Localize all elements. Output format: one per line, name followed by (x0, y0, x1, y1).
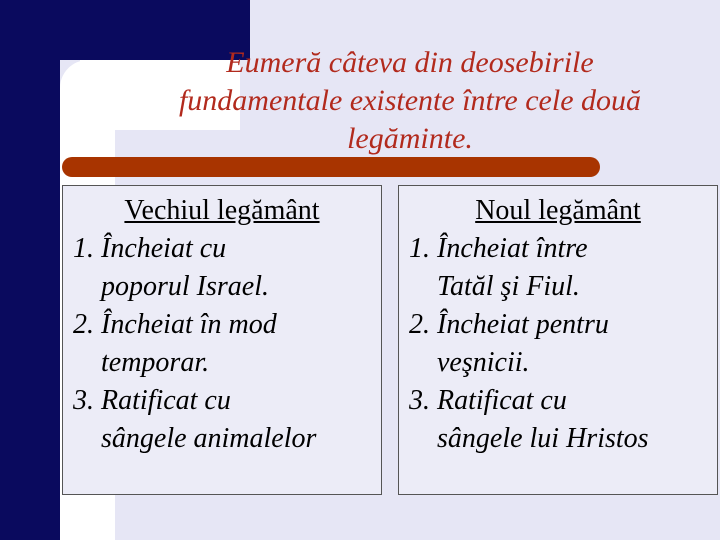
new-covenant-heading: Noul legământ (475, 195, 641, 226)
slide-title (110, 44, 710, 158)
old-covenant-line: temporar. (101, 347, 210, 378)
title-line: fundamentale existente între cele două (178, 84, 642, 117)
new-covenant-panel (398, 185, 718, 495)
old-covenant-line: 3. Ratificat cu (73, 385, 231, 416)
old-covenant-heading: Vechiul legământ (124, 195, 320, 226)
title-line: Eumeră câteva din deosebirile (226, 46, 594, 79)
title-line: legăminte. (347, 122, 473, 155)
title-rule-bar (62, 157, 600, 177)
new-covenant-line: Tatăl şi Fiul. (437, 271, 580, 302)
new-covenant-line: sângele lui Hristos (437, 423, 649, 454)
left-decor-band (0, 0, 60, 540)
new-covenant-line: 1. Încheiat între (409, 233, 588, 264)
old-covenant-line: 1. Încheiat cu (73, 233, 227, 264)
old-covenant-line: sângele animalelor (101, 423, 317, 454)
old-covenant-line: poporul Israel. (101, 271, 269, 302)
new-covenant-line: 3. Ratificat cu (409, 385, 567, 416)
old-covenant-panel (62, 185, 382, 495)
old-covenant-line: 2. Încheiat în mod (73, 309, 277, 340)
new-covenant-line: veşnicii. (437, 347, 530, 378)
new-covenant-line: 2. Încheiat pentru (409, 309, 609, 340)
